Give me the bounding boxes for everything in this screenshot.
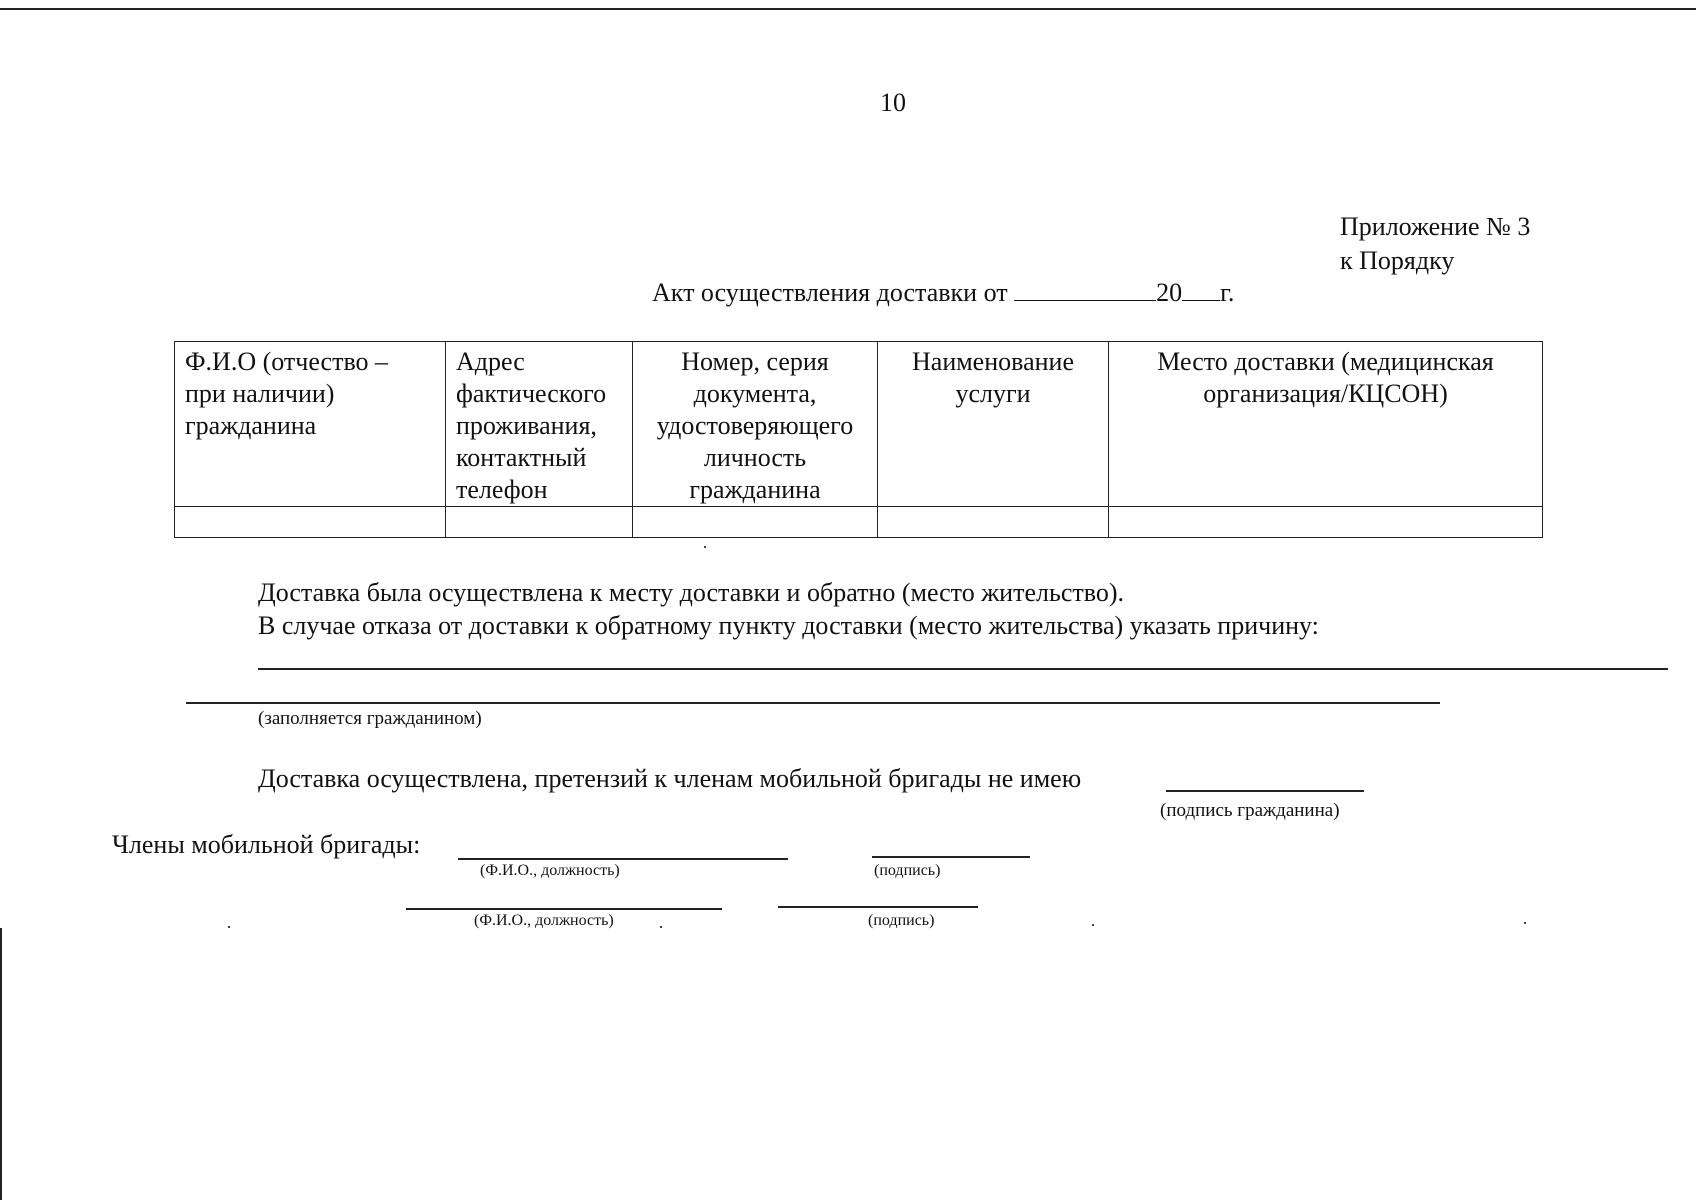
act-year-suffix: г. <box>1220 278 1235 307</box>
member-2-fio-caption: (Ф.И.О., должность) <box>474 912 614 929</box>
scan-dot <box>660 926 662 928</box>
table-cell[interactable] <box>175 507 446 538</box>
appendix-line-2: к Порядку <box>1340 246 1455 275</box>
page-number: 10 <box>880 88 906 117</box>
page-top-border <box>0 8 1696 10</box>
table-row <box>175 507 1543 538</box>
delivery-statement: Доставка была осуществлена к месту доставки и обратно (место жительство). <box>258 578 1124 607</box>
refusal-caption: (заполняется гражданином) <box>258 708 482 729</box>
scan-dot <box>1524 922 1526 924</box>
appendix-header <box>1340 210 1530 278</box>
refusal-statement: В случае отказа от доставки к обратному пункту доставки (место жительства) указать причину: <box>258 611 1319 640</box>
appendix-line-1: Приложение № 3 <box>1340 212 1531 241</box>
citizen-signature-caption: (подпись гражданина) <box>1160 800 1340 821</box>
header-cell-delivery-place: Место доставки (медицинская организация/КЦСОН) <box>1109 342 1543 507</box>
no-claims-statement: Доставка осуществлена, претензий к членам мобильной бригады не имею <box>258 764 1082 793</box>
refusal-reason-line-1[interactable] <box>258 668 1668 670</box>
table-cell[interactable] <box>633 507 878 538</box>
act-date-field[interactable] <box>1014 278 1156 301</box>
citizen-signature-line[interactable] <box>1166 790 1364 792</box>
header-cell-fio: Ф.И.О (отчество – при наличии) гражданина <box>175 342 446 507</box>
table-cell[interactable] <box>446 507 633 538</box>
header-cell-address: Адрес фактического проживания, контактный телефон <box>446 342 633 507</box>
member-2-signature-caption: (подпись) <box>868 912 935 929</box>
table-cell[interactable] <box>878 507 1109 538</box>
header-cell-service: Наименование услуги <box>878 342 1109 507</box>
header-cell-document: Номер, серия документа, удостоверяющего личность гражданина <box>633 342 878 507</box>
scan-dot <box>228 926 230 928</box>
scan-dot <box>704 546 706 548</box>
refusal-reason-line-2[interactable] <box>186 702 1440 704</box>
member-2-fio-line[interactable] <box>406 908 722 910</box>
member-1-fio-line[interactable] <box>458 858 788 860</box>
member-1-signature-caption: (подпись) <box>874 862 941 879</box>
member-1-signature-line[interactable] <box>872 856 1030 858</box>
member-1-fio-caption: (Ф.И.О., должность) <box>480 862 620 879</box>
member-2-signature-line[interactable] <box>778 906 978 908</box>
act-title <box>652 278 1234 308</box>
act-title-text: Акт осуществления доставки от <box>652 278 1008 307</box>
act-year-prefix: 20 <box>1156 278 1183 307</box>
table-header-row <box>175 342 1543 507</box>
table-cell[interactable] <box>1109 507 1543 538</box>
act-year-field[interactable] <box>1182 278 1220 301</box>
brigade-members-label: Члены мобильной бригады: <box>112 830 421 859</box>
delivery-table <box>174 341 1543 538</box>
scan-dot <box>1092 924 1094 926</box>
page-left-border <box>0 928 2 1200</box>
